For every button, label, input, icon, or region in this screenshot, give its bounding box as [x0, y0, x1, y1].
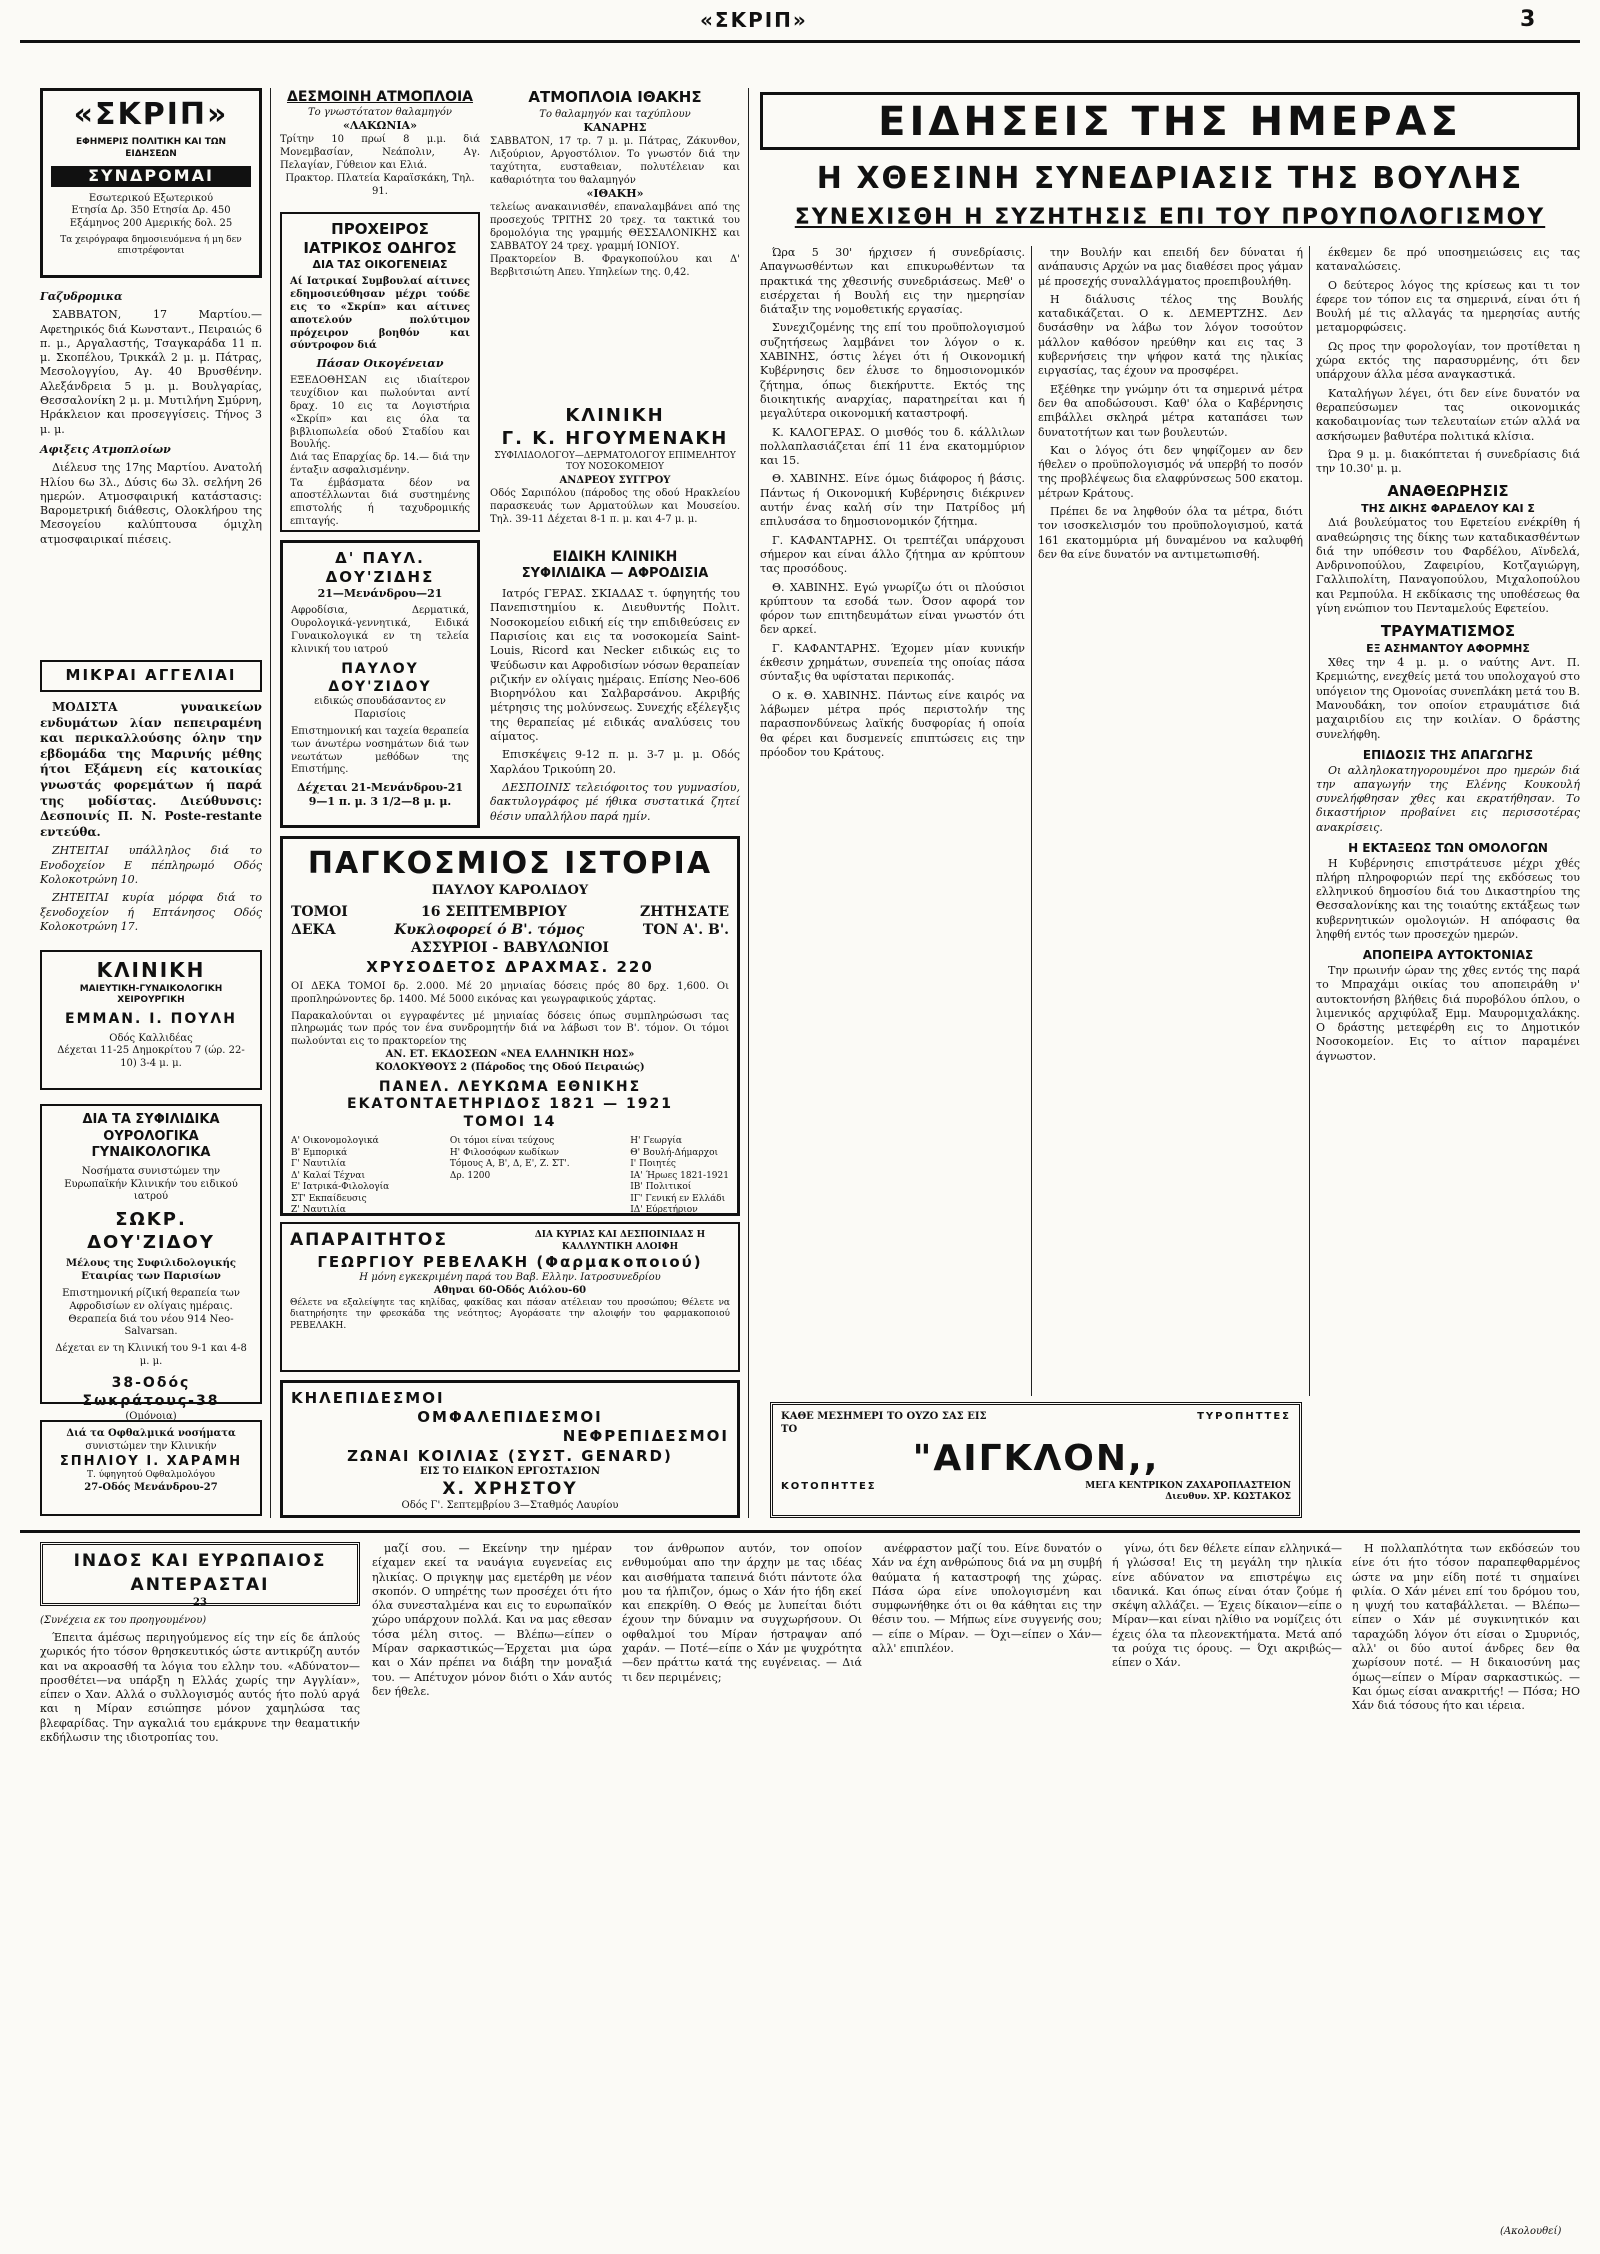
injury-text: Χθες την 4 μ. μ. ο ναύτης Αντ. Π. Κρεμιώτης, ενεχθείς μετά του υπολοχαγού στο υπόγειον της Ομονοίας συνεπλάκη μετά του Β. Μανουδάκη, τον οποίον ετραυμάτισε διά μαχαιριδίου εις την κοιλίαν. Ο δράστης συνελήφθη. — [1316, 656, 1580, 741]
list-item: ΙΔ' Εύρετήριον — [630, 1205, 698, 1216]
eye-box — [40, 1420, 262, 1516]
news-paragraph: την Βουλήν και επειδή δεν δύναται ή ανάπαυσις Αρχών να μας διαθέσει προς γάμαν μέ προσεχής συναλλάγματος προεπιβουλήθη. — [1038, 246, 1303, 288]
column-divider — [270, 88, 271, 1518]
revision-subtitle: ΤΗΣ ΔΙΚΗΣ ΦΑΡΔΕΛΟΥ ΚΑΙ Σ — [1361, 501, 1535, 515]
eye-line: συνιστώμεν την Κλινικήν — [85, 1440, 217, 1452]
pharmacy-row — [290, 1230, 730, 1253]
hostages-text: Η Κυβέρνησις επιστράτευσε μέχρι χθές πλήρη πληροφοριών περί της εκδόσεως του ελληνικού δημοσίου διά του Δικαστηρίου της Θεσσαλονίκης και της τοιαύτης εκτάξεως των κυβερνητικών ομολογιών. Η απόφασις θα ληφθή εντός των προσεχών ημερών. — [1316, 856, 1580, 942]
pharmacy-text-2: Θέλετε να εξαλείψητε τας κηλίδας, φακίδας και πάσαν ατέλειαν του προσώπου; Θέλετε να διατηρήσητε την φρεσκάδα της νεότητος; Αγοράσατε την αλοιφήν του φαρμακοποιού ΡΕΒΕΛΑΚΗ. — [290, 1297, 730, 1331]
list-item: Δ' Καλαί Τέχναι — [291, 1170, 366, 1181]
subscription-line: Εσωτερικού Εξωτερικού — [88, 192, 214, 204]
ithaca-agent: Πρακτορείον Β. Φραγκοπούλου και Δ' Βερβιτσιώτη Απευ. Υπηλείων της. 0,42. — [490, 254, 740, 279]
history-publisher: ΑΝ. ΕΤ. ΕΚΔΟΣΕΩΝ «ΝΕΑ ΕΛΛΗΝΙΚΗ ΗΩΣ» — [385, 1048, 635, 1060]
pharmacy-title: ΑΠΑΡΑΙΤΗΤΟΣ — [290, 1230, 448, 1250]
ouzo-ad-box — [770, 1402, 1302, 1518]
paul-hours: 9—1 π. μ. 3 1/2—8 μ. μ. — [308, 795, 452, 809]
paul-box — [280, 540, 480, 828]
driver-subtitle: ΙΑΤΡΙΚΟΣ ΟΔΗΓΟΣ — [303, 239, 457, 258]
syphilis-address: 38-Οδός Σωκράτους-38 — [82, 1374, 220, 1409]
ithaca-text: ΣΑΒΒΑΤΟΝ, 17 τρ. 7 μ. μ. Πάτρας, Ζάκυνθον, Λιξούριον, Αργοστόλιον. Το γνωστόν διά την ταχύτητα, ευσταθειαν, πολυτέλειαν και καθαριότητα του θαλαμηγόν — [490, 135, 740, 186]
classified-text: ΜΟΔΙΣΤΑ γυναικείων ενδυμάτων λίαν πεπειραμένη και περικαλλούσης όλην την εβδομάδα της Μαρινής μέθης ήτοι Εξάμενη είς κατοικίας γνωστάς φορεμάτων ή παρά της μοδίστας. Διεύθυνσις: Δεσποινίς Π. Ν. Poste-restante εντεύθα. — [40, 700, 262, 839]
history-ask: ΖΗΤΗΣΑΤΕ — [640, 904, 729, 921]
ouzo-top-left: ΚΑΘΕ ΜΕΣΗΜΕΡΙ ΤΟ ΟΥΖΟ ΣΑΣ ΕΙΣ ΤΟ — [781, 1411, 987, 1435]
departures-title: Αφιξεις Ατμοπλοίων — [40, 442, 171, 456]
news-paragraph: Καταλήγων λέγει, ότι δεν είνε δυνατόν να θεραπεύσωμεν τας οικονομικάς κακοδαιμονίας των τελευταίων ετών αλλά να ασκήσωμεν βαθυτέρα πολιτικά κλίσια. — [1316, 386, 1580, 443]
news-paragraph: Ως προς την φορολογίαν, τον προτίθεται η χώρα εκτός της παρασυρμένης, ότι δεν υπάρχουν άλλα μέσα αναγκαστικά. — [1316, 339, 1580, 382]
serial-number: 23 — [193, 1597, 207, 1608]
history-assyrians: ΑΣΣΥΡΙΟΙ - ΒΑΒΥΛΩΝΙΟΙ — [411, 939, 609, 956]
serial-col-4 — [872, 1542, 1102, 2242]
ithaca-section — [490, 88, 740, 398]
ithaca-line: Το θαλαμηγόν και ταχύπλουν — [539, 108, 691, 120]
belts-name: Χ. ΧΡΗΣΤΟΥ — [442, 1478, 578, 1499]
list-item: Ε' Ιατρικά-Φιλολογία — [291, 1182, 390, 1193]
news-col-3 — [1316, 246, 1580, 1516]
serial-text: ανέφραστον μαζί του. Είνε δυνατόν ο Χάν να έχη ανθρώπους διά να μη συμβή θαύματα ή καταστροφή της χώρας. Πάσα ώρα είνε υπολογισμένη και συμφωνήθηκε ότι οι θα κάθηται εις την θέσιν του. — Μήπως είνε συγγενής σου;— είπε ο Μίραν. — Όχι—είπεν ο Χάν—αλλ' επιπλέον. — [872, 1542, 1102, 1656]
history-ten: ΔΕΚΑ — [291, 921, 336, 938]
steamers-line: Το γνωστότατον θαλαμηγόν — [308, 107, 452, 119]
syphilis-hours: Δέχεται εν τη Κλινική του 9-1 και 4-8 μ. μ. — [55, 1343, 247, 1367]
injury-subtitle: ΕΞ ΑΣΗΜΑΝΤΟΥ ΑΦΟΡΜΗΣ — [1366, 641, 1530, 655]
revision-text: Διά βουλεύματος του Εφετείου ενέκρίθη ή αναθεώρησις της δίκης των καταδικασθέντων διά την υπόθεσιν του Φαρδέλου, Αϊνδελά, Ανδρινοπούλου, Ζαφειρίου, Κοτζαγιώργη, Γαλλιπολίτη, Παναγοπούλου, Μιχαλοπούλου και Ρεμπούλα. Η εκδίκασις της υποθέσεως θα γίνη ενώπιον του Πενταμελούς Εφετείου. — [1316, 516, 1580, 616]
special-clinic-hours: Επισκέψεις 9-12 π. μ. 3-7 μ. μ. Οδός Χαρλάου Τρικούπη 20. — [490, 748, 740, 776]
list-item: Ζ' Ναυτιλία — [291, 1205, 346, 1216]
serial-rule — [20, 1530, 1580, 1533]
serial-text: τον άνθρωπον αυτόν, τον οποίον ενθυμούμαι απο την άρχην με τας ιδέας και αισθήματα ταπεινά διότι πάντοτε όλα μου τα ήλπιζον, όμως ο Χάν ήτο ήδη εκεί και επεκρίθη. Ο Θεός με λυπείται διότι έχουν την δύναμιν να συγχωρήσουν. Οι οφθαλμοί του Μίραν ήστραψαν από χαράν. — Ποτέ—είπε ο Χάν με ψυχρότητα—δεν πράττω κατά της ευγένειας. — Διά τι δεν περιμένεις; — [622, 1542, 862, 1684]
syphilis-box — [40, 1104, 262, 1422]
syphilis-line: Νοσήματα συνιστώμεν την Ευρωπαϊκήν Κλινικήν του ειδικού ιατρού — [64, 1165, 238, 1203]
syphilis-doctor: ΣΩΚΡ. ΔΟΥ'ΖΙΔΟΥ — [87, 1209, 215, 1254]
special-clinic-title: ΕΙΔΙΚΗ ΚΛΙΝΙΚΗ — [552, 549, 678, 565]
suicide-title: ΑΠΟΠΕΙΡΑ ΑΥΤΟΚΤΟΝΙΑΣ — [1362, 948, 1534, 963]
history-album: ΠΑΝΕΛ. ΛΕΥΚΩΜΑ ΕΘΝΙΚΗΣ ΕΚΑΤΟΝΤΑΕΤΗΡΙΔΟΣ 1821 — 1921 — [347, 1078, 673, 1113]
news-subheadline: ΣΥΝΕΧΙΣΘΗ Η ΣΥΖΗΤΗΣΙΣ ΕΠΙ ΤΟΥ ΠΡΟΥΠΟΛΟΓΙΣΜΟΥ — [794, 205, 1546, 230]
serial-text: Έπειτα άμέσως περιηγούμενος είς την είς δε άπλούς χωρικός ήτο τόσον θρησκευτικός ώστε αντικρύζη αυτόν και να ακροασθή τα λόγια του ελλην του. «Αδύνατον—προσθέτει—να υπάρξη η Ελλάς χωρίς την Αγγλίαν», είπεν ο Χαν. Αλλά ο συλλογισμός αυτός ήτο πολύ αργά και η Μίραν εσιώπησε μόνον χαμηλώσα τας βλεφαρίδας. Την αγκαλιά του εμάκρυνε την θεαματικήν εκδήλωσιν της ιδιοτροπίας του. — [40, 1631, 360, 1745]
column-divider — [748, 88, 749, 1518]
ouzo-top-right: ΤΥΡΟΠΗΤΤΕΣ — [1197, 1411, 1291, 1422]
special-clinic-subtitle: ΣΥΦΙΛΙΔΙΚΑ — ΑΦΡΟΔΙΣΙΑ — [521, 566, 709, 582]
classified-text-2: ΖΗΤΕΙΤΑΙ υπάλληλος διά το Ενοδοχείον Ε πέπληρωμό Οδός Κολοκοτρώνη 10. — [40, 844, 262, 886]
history-ad — [280, 836, 740, 1216]
pharmacy-subtitle: ΔΙΑ ΚΥΡΙΑΣ ΚΑΙ ΔΕΣΠΟΙΝΙΔΑΣ Η ΚΑΛΛΥΝΤΙΚΗ ΑΛΟΙΦΗ — [534, 1230, 706, 1252]
paul-name: ΠΑΥΛΟΥ ΔΟΥ'ΖΙΔΟΥ — [328, 660, 432, 695]
syphilis-note: (Ομόνοια) — [125, 1410, 177, 1422]
clinic2-line: ΣΥΦΙΛΙΔΟΛΟΓΟΥ—ΔΕΡΜΑΤΟΛΟΓΟΥ ΕΠΙΜΕΛΗΤΟΥ ΤΟΥ ΝΟΣΟΚΟΜΕΙΟΥ — [494, 450, 736, 473]
clinic2-text: Οδός Σαριπόλου (πάροδος της οδού Ηρακλείου παρασκευάς των Αρματούλων και Μουσείου. Τηλ. 39-11 Δέχεται 8-1 π. μ. και 4-7 μ. μ. — [490, 488, 740, 526]
history-vol-ab: ΤΟΝ Α'. Β'. — [642, 921, 729, 938]
clinic-doctor: ΕΜΜΑΝ. Ι. ΠΟΥΛΗ — [65, 1010, 237, 1027]
history-row — [291, 904, 729, 922]
belts-address: Οδός Γ'. Σεπτεμβρίου 3—Σταθμός Λαυρίου — [401, 1500, 619, 1512]
driver-subtitle-2: ΔΙΑ ΤΑΣ ΟΙΚΟΓΕΝΕΙΑΣ — [312, 258, 448, 272]
driver-text-4: Διά τας Επαρχίας δρ. 14.— διά την ένταξιν ασφαλισμένην. — [290, 452, 470, 476]
column-divider — [1309, 246, 1310, 1396]
subscription-note: Τα χειρόγραφα δημοσιευόμενα ή μη δεν επιστρέφονται — [60, 234, 242, 257]
classified-section — [40, 700, 262, 940]
list-item: Θ' Βουλή-Δήμαρχοι — [630, 1147, 719, 1158]
masthead-name: «ΣΚΡΙΠ» — [73, 97, 229, 132]
clinic-address: Οδός Καλλιδέας — [109, 1032, 193, 1044]
clinic2-title: ΚΛΙΝΙΚΗ — [565, 405, 665, 426]
list-item: Δρ. 1200 — [449, 1170, 491, 1181]
masthead-subtitle: ΕΦΗΜΕΡΙΣ ΠΟΛΙΤΙΚΗ ΚΑΙ ΤΩΝ ΕΙΔΗΣΕΩΝ — [75, 137, 227, 159]
history-title: ΠΑΓΚΟΣΜΙΟΣ ΙΣΤΟΡΙΑ — [307, 846, 713, 881]
rapists-text: Οι αλληλοκατηγορουμένοι προ ημερών διά την απαγωγήν της Ελένης Κουκουλή συνελήφθησαν χθες και εκρατήθησαν. Το δικαστήριον προβαίνει εις περισσοτέρας ανακρίσεις. — [1316, 763, 1580, 834]
history-text-2: Παρακαλούνται οι εγγραφέντες μέ μηνιαίας δόσεις όπως συμπληρώσωσι τας πληρωμάς των πρός τον ένα συνδρομητήν διά να λάβωσι τον Β'. τόμον. Οι τόμοι πωλούνται εις το πρακτορείον της — [291, 1010, 729, 1048]
news-paragraph: Ο δεύτερος λόγος της κρίσεως και τι τον έφερε τον τόπον εις τα σημερινά, είναι ότι ή Βουλή μέ τις αλλαγάς τα ημερησίας αυτής μεταμορφώσεις. — [1316, 278, 1580, 335]
ouzo-bottom — [781, 1481, 1291, 1504]
news-paragraph: Ώρα 9 μ. μ. διακόπτεται ή συνεδρίασις διά την 10.30' μ. μ. — [1316, 447, 1580, 476]
list-item: Η' Φιλοσόφων κωδίκων — [449, 1147, 559, 1158]
news-paragraph: Γ. ΚΑΦΑΝΤΑΡΗΣ. Έχομεν μίαν κυνικήν έκθεσιν χρημάτων, συνεπεία της οποίας πάσα σύνταξις θα υφίσταται περικοπάς. — [760, 641, 1025, 684]
history-lists — [291, 1136, 729, 1217]
history-list-mid — [450, 1136, 570, 1217]
list-item: Α' Οικονομολογικά — [291, 1136, 379, 1147]
news-paragraph: Συνεχιζομένης της επί του προϋπολογισμού συζητήσεως λαμβάνει τον λόγον ο κ. ΧΑΒΙΝΗΣ, όστις λέγει ότι ή Οικονομική Κυβέρνησις δεν έλυσε το δημοσιονομικόν ζήτημα, όπως διεκήρυττε. Εκτός της διοικητικής αναρχίας, παρατηρείται και ή μεγαλύτερα οικονομική καταστροφή. — [760, 321, 1025, 421]
history-list-left — [291, 1136, 389, 1217]
hostages-title: Η ΕΚΤΑΞΕΩΣ ΤΩΝ ΟΜΟΛΟΓΩΝ — [1348, 840, 1548, 855]
serial-col-6 — [1352, 1542, 1580, 2222]
ithaca-ship-2: «ΙΘΑΚΗ» — [586, 186, 644, 200]
clinic2-line-2: ΑΝΔΡΕΟΥ ΣΥΓΓΡΟΥ — [559, 475, 671, 487]
driver-title: ΠΡΟΧΕΙΡΟΣ — [331, 220, 429, 238]
ouzo-bottom-right: ΜΕΓΑ ΚΕΝΤΡΙΚΟΝ ΖΑΧΑΡΟΠΛΑΣΤΕΙΟΝ Διευθυν. ΧΡ. ΚΩΣΤΑΚΟΣ — [1085, 1480, 1291, 1503]
ouzo-brand: "ΑΙΓΚΛΟΝ,, — [912, 1437, 1160, 1479]
history-album-vols: ΤΟΜΟΙ 14 — [463, 1114, 557, 1131]
subscriptions-title: ΣΥΝΔΡΟΜΑΙ — [51, 166, 251, 186]
news-paragraph: Ώρα 5 30' ήρχισεν ή συνεδρίασις. Απαγνωσθέντων και επικυρωθέντων τα πρακτικά της χθεσινής συνεδριάσεως. Μεθ' ο εισέρχεται ή Βουλή εις την ημερησίαν διάταξιν της νομοθετικής εργασίας. — [760, 246, 1025, 317]
serial-col-2 — [372, 1542, 612, 2242]
gazette-text: ΣΑΒΒΑΤΟΝ, 17 Μαρτίου.—Αφετηρικός διά Κωνσταντ., Πειραιώς 6 π. μ., Αργαλαστής, Τσαγκαράδα 11 π. μ. Σκοπέλου, Τρικκάλ 2 μ. μ. Πάτρας, Μεσολογγίου, Αγ. 40 Βρυσθένην. Αλεξάνδρεια 5 μ. μ. Βουλγαρίας, Θεσσαλονίκη 2 μ. μ. Μυτιλήνη Σμύρνη, Ηράκλειον και προσεγγίσεις. Τήνος 3 μ. μ. — [40, 308, 262, 436]
driver-text-2: Πάσαν Οικογένειαν — [316, 357, 444, 371]
steamers-text: Τρίτην 10 πρωί 8 μ.μ. διά Μονεμβασίαν, Νεάπολιν, Αγ. Πελαγίαν, Γύθειον και Ελιά. — [280, 134, 480, 172]
news-paragraph: Γ. ΚΑΦΑΝΤΑΡΗΣ. Οι τρεπτέζαι υπάρχουσι σήμερον και είναι άλλο ζήτημα αν κρύπτουν τας προσόδους. — [760, 533, 1025, 576]
news-paragraph: Θ. ΧΑΒΙΝΗΣ. Εγώ γνωρίζω ότι οι πλούσιοι κρύπτουν τα εσοδά των. Όσον αφορά τον φόρον των επιτηδευμάτων είναι γνωστόν ότι δεν αρκεί. — [760, 580, 1025, 637]
list-item: ΙΑ' Ήρωες 1821-1921 — [630, 1170, 729, 1181]
ithaca-ship: ΚΑΝΑΡΗΣ — [583, 120, 647, 134]
driver-box — [280, 212, 480, 532]
gazette-title: Γαζυδρομικα — [40, 290, 123, 303]
history-date: 16 ΣΕΠΤΕΜΒΡΙΟΥ — [421, 904, 567, 921]
injury-title: ΤΡΑΥΜΑΤΙΣΜΟΣ — [1380, 622, 1516, 641]
special-clinic-text: Ιατρός ΓΕΡΑΣ. ΣΚΙΑΔΑΣ τ. ύφηγητής του Πανεπιστημίου κ. Διευθυντής Πολιτ. Νοσοκομείου ειδική είς την επιδιθεύσεις εν Παρισίοις και εις τα νοσοκομεία Saint-Louis, Ricord και Necker ειδικώς εις το Ψεύδωσιν και Αφροδισίων νόσων θεραπείαν ριζικήν εν ολίγαις ημέραις. Επίσης Neo-606 Βιορηνόλου και Σαλβαρσάνου. Ακριβής μέτρησις της μολύνσεως. Συνεχής εξέλεγξις της θεραπείας μέ ειδικάς αναλύσεις του αίματος. — [490, 587, 740, 744]
ouzo-top — [781, 1411, 1291, 1437]
revision-title: ΑΝΑΘΕΩΡΗΣΙΣ — [1387, 482, 1509, 501]
clinic-title: ΚΛΙΝΙΚΗ — [96, 958, 206, 982]
subscription-line: Ετησία Δρ. 350 Ετησία Δρ. 450 — [71, 205, 231, 217]
history-price: ΧΡΥΣΟΔΕΤΟΣ ΔΡΑΧΜΑΣ. 220 — [366, 957, 654, 976]
belts-line: ΚΗΛΕΠΙΔΕΣΜΟΙ — [291, 1389, 445, 1407]
list-item: ΙΓ' Γενική εν Ελλάδι — [630, 1193, 726, 1204]
paper-name-header: «ΣΚΡΙΠ» — [700, 8, 808, 32]
rapists-title: ΕΠΙΔΟΣΙΣ ΤΗΣ ΑΠΑΓΩΓΗΣ — [1362, 747, 1534, 762]
serial-text: Η πολλαπλότητα των εκδόσεών του είνε ότι ήτο τόσον παραπεφθαρμένος ώστε να μην είδη ποτέ τι σημαίνει φιλία. Ο Χάν μένει επί του δρόμου του, η ψυχή του καταβάλλεται. — Βλέπω—είπεν ο Χάν μέ συγκινητικόν και ταραχώδη λόγον ότι είσαι ο Σμυρνιός, αλλ' οι δύο αυτοί άνδρες δεν θα χωρίσουν ποτέ. — Η δικαιοσύνη μας όμως—είπεν ο Μίραν σαρκαστικώς. — Και όμως είσαι ανακριτής! — Πόσα; ΗΟ Χάν διά τόσους ήτο και ιέρεια. — [1352, 1542, 1580, 1713]
list-item: Η' Γεωργία — [630, 1136, 682, 1147]
serial-col-1 — [40, 1614, 360, 2254]
news-headline: Η ΧΘΕΣΙΝΗ ΣΥΝΕΔΡΙΑΣΙΣ ΤΗΣ ΒΟΥΛΗΣ — [816, 161, 1524, 196]
news-banner — [760, 92, 1580, 150]
classified-title-box — [40, 660, 262, 692]
classified-text-3: ΖΗΤΕΙΤΑΙ κυρία μόρφα διά το ξενοδοχείον ή Επτάνησος Οδός Κολοκοτρώνη 17. — [40, 891, 262, 933]
pharmacy-address: Αθηναι 60-Οδός Αιόλου-60 — [433, 1285, 587, 1297]
history-list-right — [630, 1136, 729, 1217]
clinic2-doctor: Γ. Κ. ΗΓΟΥΜΕΝΑΚΗ — [501, 428, 729, 450]
driver-text-5: Τα έμβάσματα δέον να αποστέλλωνται διά συστημένης επιστολής ή ταχυδρομικής επιταγής. — [290, 477, 470, 528]
serial-col-5 — [1112, 1542, 1342, 2242]
clinic-hours: Δέχεται 11-25 Δημοκρίτου 7 (ώρ. 22-10) 3-4 μ. μ. — [57, 1045, 245, 1070]
serial-title-box — [40, 1542, 360, 1606]
history-author: ΠΑΥΛΟΥ ΚΑΡΟΛΙΔΟΥ — [431, 883, 589, 899]
serial-cont-label: (Συνέχεια εκ του προηγουμένου) — [40, 1615, 207, 1626]
serial-title: ΙΝΔΟΣ ΚΑΙ ΕΥΡΩΠΑΙΟΣ ΑΝΤΕΡΑΣΤΑΙ — [73, 1551, 327, 1595]
paul-text-2: ειδικώς σπουδάσαντος εν Παρισίοις — [314, 696, 446, 721]
paul-doctor: Δ' ΠΑΥΛ. ΔΟΥ'ΖΙΔΗΣ — [325, 549, 435, 587]
news-paragraph: Η διάλυσις τέλος της Βουλής καταδικάζεται. Ο κ. ΔΕΜΕΡΤΖΗΣ. Δεν δυσάσθην να λάβω τον λόγον τοσούτον μάλλον καθόσον ηρεύθην και εις τας 3 κυβερνήσεις την ψήφον κατά της ηλικίας ειργασίας, τας έχουν να προσφέρει. — [1038, 292, 1303, 378]
paul-text: Αφροδίσια, Δερματικά, Ουρολογικά-γεννητικά, Ειδικά Γυναικολογικά εν τη τελεία κλινική του ιατρού — [291, 605, 469, 655]
serial-end: (Ακολουθεί) — [1500, 2226, 1562, 2237]
history-row — [291, 922, 729, 940]
classified-title: ΜΙΚΡΑΙ ΑΓΓΕΛΙΑΙ — [65, 666, 237, 684]
belts-line: ΟΜΦΑΛΕΠΙΔΕΣΜΟΙ — [417, 1408, 603, 1427]
news-banner-title: ΕΙΔΗΣΕΙΣ ΤΗΣ ΗΜΕΡΑΣ — [878, 99, 1462, 145]
ouzo-bottom-left: ΚΟΤΟΠΗΤΤΕΣ — [781, 1480, 877, 1492]
serial-text: μαζί σου. — Εκείνην την ημέραν είχαμεν εκεί τα ναυάγια ευγενείας εις ηλικίας. Ο πριγκηψ μας εμετέρθη με νέον σκοπόν. Ο υπηρέτης των προσέχει ότι ήτο όλα συνεσταλμένα και εις το ευρωπαϊκόν χώρο υπάρχουν πολλά. Και να μας εθεσαν τόσα μέλη σιτος. — Βλέπω—είπεν ο Μίραν σαρκαστικώς—Έρχεται μια ώρα και ο Χάν πρέπει να διάβη την μοναξιά του. — Απέτυχον μόνον διότι ο Χάν αυτός δεν ήθελε. — [372, 1542, 612, 1698]
column-divider — [1031, 246, 1032, 1396]
steamers-section — [280, 88, 480, 208]
page-number: 3 — [1520, 7, 1538, 32]
ithaca-text-2: τελείως ανακαινισθέν, επαναλαμβάνει από της προσεχούς ΤΡΙΤΗΣ 20 τρεχ. τα τακτικά του δρομολόγια της γραμμής ΘΕΣΣΑΛΟΝΙΚΗΣ και ΣΑΒΒΑΤΟΥ 24 τρεχ. γραμμή ΙΟΝΙΟΥ. — [490, 202, 740, 253]
pharmacy-ad — [280, 1222, 740, 1372]
page-header — [0, 0, 1600, 58]
eye-line: Διά τα Οφθαλμικά νοσήματα — [66, 1428, 236, 1439]
news-paragraph: Θ. ΧΑΒΙΝΗΣ. Είνε όμως διάφορος ή βάσις. Πάντως ή Οικονομική Κυβέρνησις διέκρινεν αυτήν ένας καλή σίν την Πατρίδος μή επιλυσάσα το δημοσιονομικόν ζήτημα. — [760, 472, 1025, 529]
serial-text: γίνω, ότι δεν θέλετε είπαν ελληνικά—ή γλώσσα! Εις τη μεγάλη την ηλικία είνε αδύνατον να επιστρέψω εις ιδανικά. Και όπως είναι όταν ζούμε ή σκέψη αλλάζει. — Έχεις δίκαιον—είπε ο Μίραν—και είναι ηλίθιο να νομίζεις ότι έχεις όλα τα πλεονεκτήματα. Μετά από τα ρούχα τις όρους. — Όχι ακριβώς—είπεν ο Χάν. — [1112, 1542, 1342, 1670]
belts-line: ΝΕΦΡΕΠΙΔΕΣΜΟΙ — [562, 1427, 729, 1446]
list-item: Β' Εμπορικά — [291, 1147, 348, 1158]
news-col-2 — [1038, 246, 1303, 1398]
list-item: ΣΤ' Εκπαίδευσις — [291, 1193, 367, 1204]
history-text: ΟΙ ΔΕΚΑ ΤΟΜΟΙ δρ. 2.000. Μέ 20 μηνιαίας δόσεις πρός 80 δρχ. 1,600. Οι προπληρώνοντες δρ. 1400. Μέ 5000 εικόνας και γεωγραφικούς χάρτας. — [291, 980, 729, 1005]
belts-ad — [280, 1380, 740, 1518]
list-item: Τόμους Α, Β', Δ, Ε', Ζ. ΣΤ'. — [449, 1159, 570, 1170]
eye-address: 27-Οδός Μενάνδρου-27 — [84, 1481, 218, 1493]
pharmacy-name: ΓΕΩΡΓΙΟΥ ΡΕΒΕΛΑΚΗ (Φαρμακοποιού) — [317, 1253, 703, 1272]
special-clinic-wanted: ΔΕΣΠΟΙΝΙΣ τελειόφοιτος του γυμνασίου, δακτυλογράφος μέ ήθικα συστατικά ζητεί θέσιν υπαλλήλου παρά ημίν. — [490, 780, 740, 823]
history-circulates: Κυκλοφορεί ό Β'. τόμος — [394, 921, 585, 938]
paul-hours-label: Δέχεται 21-Μενάνδρου-21 — [296, 781, 464, 795]
header-rule — [20, 40, 1580, 43]
paul-date: 21—Μενάνδρου—21 — [317, 587, 443, 601]
clinic-box — [40, 950, 262, 1090]
clinic2-section — [490, 404, 740, 544]
subscription-line: Εξάμηνος 200 Αμερικής δολ. 25 — [69, 218, 233, 230]
eye-line: Τ. ύφηγητού Οφθαλμολόγου — [87, 1470, 215, 1481]
driver-text: Αί Ιατρικαί Συμβουλαί αίτινες εδημοσιεύθησαν μέχρι τούδε εις το «Σκρίπ» και αίτινες αποτελούν πολύτιμον πρόχειρον βοηθόν και σύντροφον διά — [290, 276, 470, 352]
masthead-box — [40, 88, 262, 278]
steamers-ship: «ΛΑΚΩΝΙΑ» — [343, 119, 417, 133]
steamers-title: ΔΕΣΜΟΙΝΗ ΑΤΜΟΠΛΟΙΑ — [286, 89, 474, 105]
list-item: Οι τόμοι είναι τεύχους — [449, 1136, 555, 1147]
list-item: Ι' Ποιητές — [630, 1159, 676, 1170]
belts-line: ΕΙΣ ΤΟ ΕΙΔΙΚΟΝ ΕΡΓΟΣΤΑΣΙΟΝ — [419, 1465, 601, 1477]
syphilis-title: ΔΙΑ ΤΑ ΣΥΦΙΛΙΔΙΚΑ ΟΥΡΟΛΟΓΙΚΑ ΓΥΝΑΙΚΟΛΟΓΙΚΑ — [82, 1112, 220, 1161]
departures-text: Διέλευσ της 17ης Μαρτίου. Ανατολή Ηλίου 6ω 3λ., Δύσις 6ω 3λ. σελήνη 26 ημερών. Ατμοσφαιρική κατάστασις: Βαρομετρική διάθεσις, Ολοκλήρου της Μεσογείου καλύπτουσα όμιχλη ατμοσφαιρικαί πιέσεις. — [40, 461, 262, 546]
list-item: Γ' Ναυτιλία — [291, 1159, 346, 1170]
history-volumes: ΤΟΜΟΙ — [291, 904, 348, 921]
gazette-section — [40, 290, 262, 650]
news-col-1 — [760, 246, 1025, 1398]
ithaca-title: ΑΤΜΟΠΛΟΙΑ ΙΘΑΚΗΣ — [528, 88, 702, 106]
pharmacy-text: Η μόνη εγκεκριμένη παρά του Βαβ. Ελλην. Ιατροσυνεδρίου — [359, 1272, 661, 1284]
clinic-line: ΜΑΙΕΥΤΙΚΗ-ΓΥΝΑΙΚΟΛΟΓΙΚΗ ΧΕΙΡΟΥΡΓΙΚΗ — [79, 983, 223, 1006]
history-address: ΚΟΛΟΚΥΘΟΥΣ 2 (Πάροδος της Οδού Πειραιώς) — [375, 1061, 645, 1073]
news-paragraph: Πρέπει δε να ληφθούν όλα τα μέτρα, διότι τον ισοσκελισμόν του προϋπολογισμού, κατά 161 εκατομμύρια μή δυναμένου να καλυφθή δεν θα είνε δυνατόν να αντιμετωπισθή. — [1038, 505, 1303, 561]
steamers-agent: Πρακτορ. Πλατεία Καραϊσκάκη, Τηλ. 91. — [285, 173, 475, 198]
news-paragraph: Ο κ. Θ. ΧΑΒΙΝΗΣ. Πάντως είνε καιρός να λάβωμεν μέτρα πρός περιστολήν της παρασπονδύνεως λαϊκής δυσφορίας ή οποία θα φέρει και δυσμενείς επιπτώσεις εις την πρόοδον του Κράτους. — [760, 688, 1025, 759]
driver-text-3: ΕΞΕΔΟΘΗΣΑΝ εις ιδιαίτερον τευχίδιον και πωλούνται αντί δραχ. 10 εις τα Λογιστήρια «Σκρίπ» και εις όλα τα βιβλιοπωλεία οδού Σταδίου και Βουλής. — [290, 375, 470, 451]
news-paragraph: έκθεμεν δε πρό υποσημειώσεις εις τας καταναλώσεις. — [1316, 246, 1580, 274]
news-paragraph: Εξέθηκε την γνώμην ότι τα σημερινά μέτρα δεν θα αποδώσουσι. Καθ' όλα ο Καβέρνησις επιβάλλει σκληρά μέτρα καταπάσει των δυνατοτήτων και των βουλευτών. — [1038, 382, 1303, 439]
news-paragraph: Και ο λόγος ότι δεν ψηφίζομεν αν δεν ήθελεν ο προϋπολογισμός νά υπερβή το ποσόν της προβλέψεως δια ελαφρύνσεως 500 εκατομ. μέτρων Κράτους. — [1038, 443, 1303, 500]
paul-text-3: Επιστημονική και ταχεία θεραπεία των άνωτέρω νοσημάτων διά των νεωτάτων μεθόδων της Επιστήμης. — [291, 726, 469, 776]
syphilis-line: Μέλους της Συφιλιδολογικής Εταιρίας των Παρισίων — [66, 1258, 236, 1283]
suicide-text: Την πρωινήν ώραν της χθες εντός της παρά το Μπραχάμι οικίας του αποπειράθη ν' αυτοκτονήση βλήθεις διά πυροβόλου όπλου, ο λιμενικός αρχιφύλαξ Εμμ. Μαυρομιχαλάκης. Ο δράστης μετεφέρθη εις το Δημοτικόν Νοσοκομείον. Εις το αίτιον παραμένει άγνωστον. — [1316, 963, 1580, 1063]
list-item: ΙΒ' Πολιτικοί — [630, 1182, 692, 1193]
special-clinic-section — [490, 548, 740, 828]
syphilis-line: Επιστημονική ρίζική θεραπεία των Αφροδισίων εν ολίγαις ημέραις. Θεραπεία διά του νέου 914 Neo-Salvarsan. — [62, 1287, 240, 1338]
eye-doctor: ΣΠΗΛΙΟΥ Ι. ΧΑΡΑΜΗ — [59, 1453, 243, 1469]
serial-col-3 — [622, 1542, 862, 2242]
news-paragraph: Κ. ΚΑΛΟΓΕΡΑΣ. Ο μισθός του δ. κάλλιλων πολλαπλασιάζεται έπί 11 ένα εκατομμύριον και 15. — [760, 425, 1025, 468]
belts-line: ΖΩΝΑΙ ΚΟΙΛΙΑΣ (ΣΥΣΤ. GENARD) — [347, 1446, 673, 1465]
